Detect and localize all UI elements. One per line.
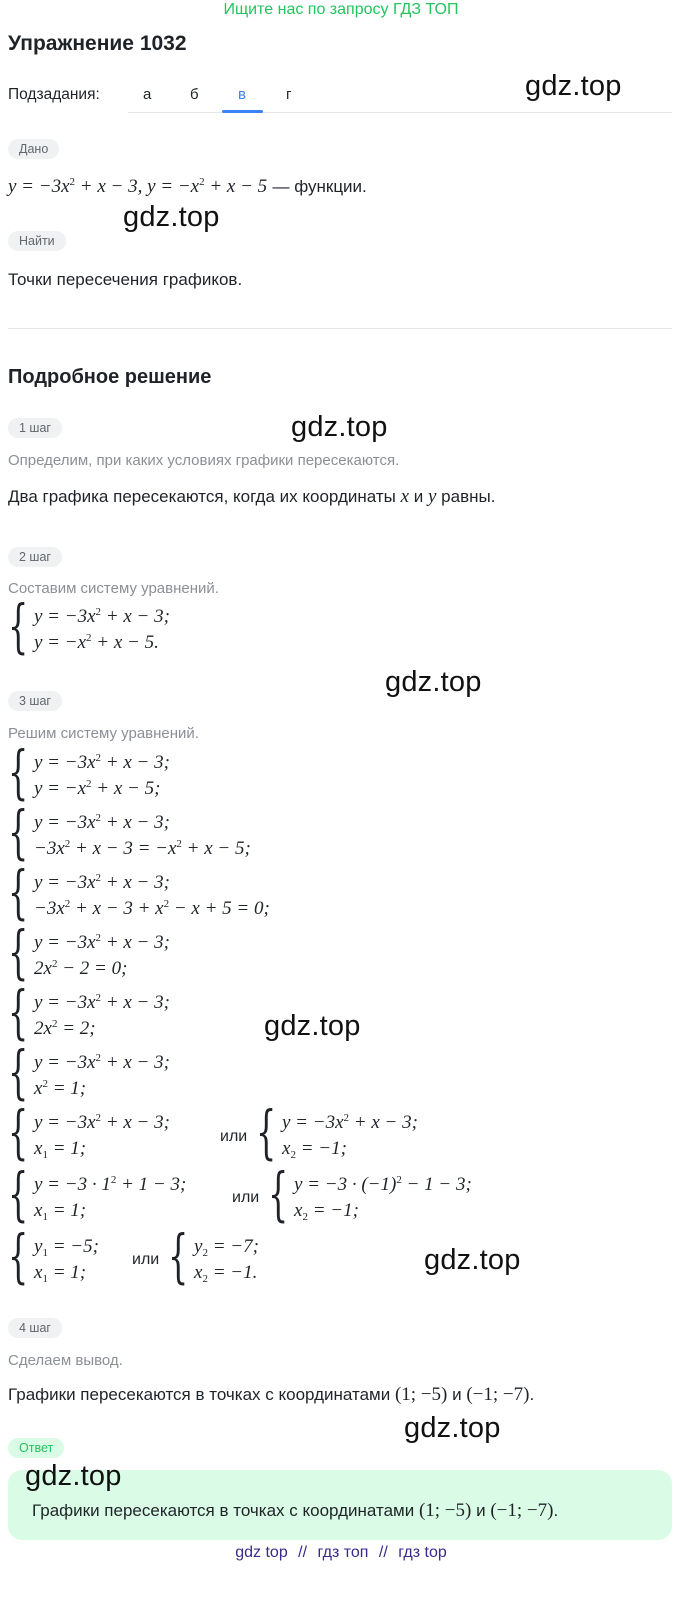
footer-link[interactable]: gdz top (235, 1544, 288, 1561)
step-label: 1 шаг (8, 418, 62, 438)
equation-system: { $y = -3x^2 + x - 3$; $2x^2 = 2$; (8, 978, 170, 1046)
exercise-title: Упражнение 1032 (8, 32, 187, 55)
equation-system: { $y = -3x^2 + x - 3$; $y = -x^2 + x - 5$. (8, 592, 170, 660)
watermark: gdz.top (264, 1010, 361, 1042)
step-label: 2 шаг (8, 547, 62, 567)
equation-system: { $y_1 = -5$; $x_1 = 1$; (8, 1222, 99, 1290)
equation-system: { $y = -3x^2 + x - 3$; $y = -x^2 + x - 5$; (8, 738, 170, 806)
equation-system: { $y = -3x^2 + x - 3$; $x_2 = -1$; (256, 1098, 418, 1166)
step-text-part: Графики пересекаются в точках с координатами (8, 1385, 391, 1404)
step-caption: Решим систему уравнений. (8, 725, 199, 742)
divider (8, 328, 672, 329)
footer-links (0, 1544, 682, 1562)
given-formula: $y = -3x^2 + x - 3$, $y = -x^2 + x - 5$ — функции. (8, 176, 367, 197)
given-label: Дано (8, 139, 59, 159)
tabs-underline (128, 112, 672, 113)
footer-link[interactable]: гдз топ (317, 1544, 369, 1561)
find-label: Найти (8, 231, 66, 251)
equation-system: { $y_2 = -7$; $x_2 = -1$. (168, 1222, 259, 1290)
equation-system: { $y = -3x^2 + x - 3$; $-3x^2 + x - 3 = -x^2 + x - 5$; (8, 798, 251, 866)
or-word: или (132, 1251, 160, 1268)
step-text-part: равны. (441, 487, 496, 506)
answer-text-and: и (476, 1501, 486, 1520)
step-text-and: и (452, 1385, 462, 1404)
step-label: 4 шаг (8, 1318, 62, 1338)
given-text: — функции. (272, 177, 367, 196)
step-text-part: Два графика пересекаются, когда их координаты (8, 487, 396, 506)
step-text: Два графика пересекаются, когда их координаты x и y равны. (8, 486, 496, 507)
equation-system: { $y = -3 \cdot (-1)^2 - 1 - 3$; $x_2 = -1$; (268, 1160, 472, 1228)
subtasks-label: Подзадания: (8, 86, 100, 103)
watermark: gdz.top (25, 1460, 122, 1492)
watermark: gdz.top (424, 1244, 521, 1276)
or-word: или (232, 1189, 260, 1206)
equation-system: { $y = -3x^2 + x - 3$; $x_1 = 1$; (8, 1098, 170, 1166)
find-text: Точки пересечения графиков. (8, 270, 243, 289)
watermark: gdz.top (123, 201, 220, 233)
step-caption: Сделаем вывод. (8, 1352, 123, 1369)
equation-system: { $y = -3x^2 + x - 3$; $x^2 = 1$; (8, 1038, 170, 1106)
tab-active-indicator (222, 110, 263, 113)
footer-link[interactable]: гдз top (398, 1544, 447, 1561)
equation-system: { $y = -3x^2 + x - 3$; $-3x^2 + x - 3 + x^2 - x + 5 = 0$; (8, 858, 270, 926)
equation-system: { $y = -3x^2 + x - 3$; $2x^2 - 2 = 0$; (8, 918, 170, 986)
or-word: или (220, 1128, 248, 1145)
top-banner[interactable]: Ищите нас по запросу ГДЗ ТОП (223, 1, 459, 18)
step-caption: Определим, при каких условиях графики пересекаются. (8, 452, 400, 469)
tab-v[interactable]: в (238, 86, 246, 103)
step-text-and: и (413, 487, 424, 506)
step-label: 3 шаг (8, 691, 62, 711)
watermark: gdz.top (291, 411, 388, 443)
footer-separator: // (298, 1544, 308, 1561)
watermark: gdz.top (404, 1412, 501, 1444)
tab-b[interactable]: б (190, 86, 199, 103)
footer-separator: // (378, 1544, 388, 1561)
watermark: gdz.top (525, 70, 622, 102)
solution-title: Подробное решение (8, 366, 212, 388)
equation-system: { $y = -3 \cdot 1^2 + 1 - 3$; $x_1 = 1$; (8, 1160, 187, 1228)
tab-a[interactable]: а (143, 86, 152, 103)
answer-label: Ответ (8, 1438, 64, 1458)
watermark: gdz.top (385, 666, 482, 698)
answer-text: Графики пересекаются в точках с координатами (1; −5) и (−1; −7). (32, 1500, 559, 1521)
answer-text-part: Графики пересекаются в точках с координатами (32, 1501, 415, 1520)
tab-g[interactable]: г (286, 86, 292, 103)
step-caption: Составим систему уравнений. (8, 580, 219, 597)
step-text: Графики пересекаются в точках с координатами (1; −5) и (−1; −7). (8, 1384, 535, 1405)
